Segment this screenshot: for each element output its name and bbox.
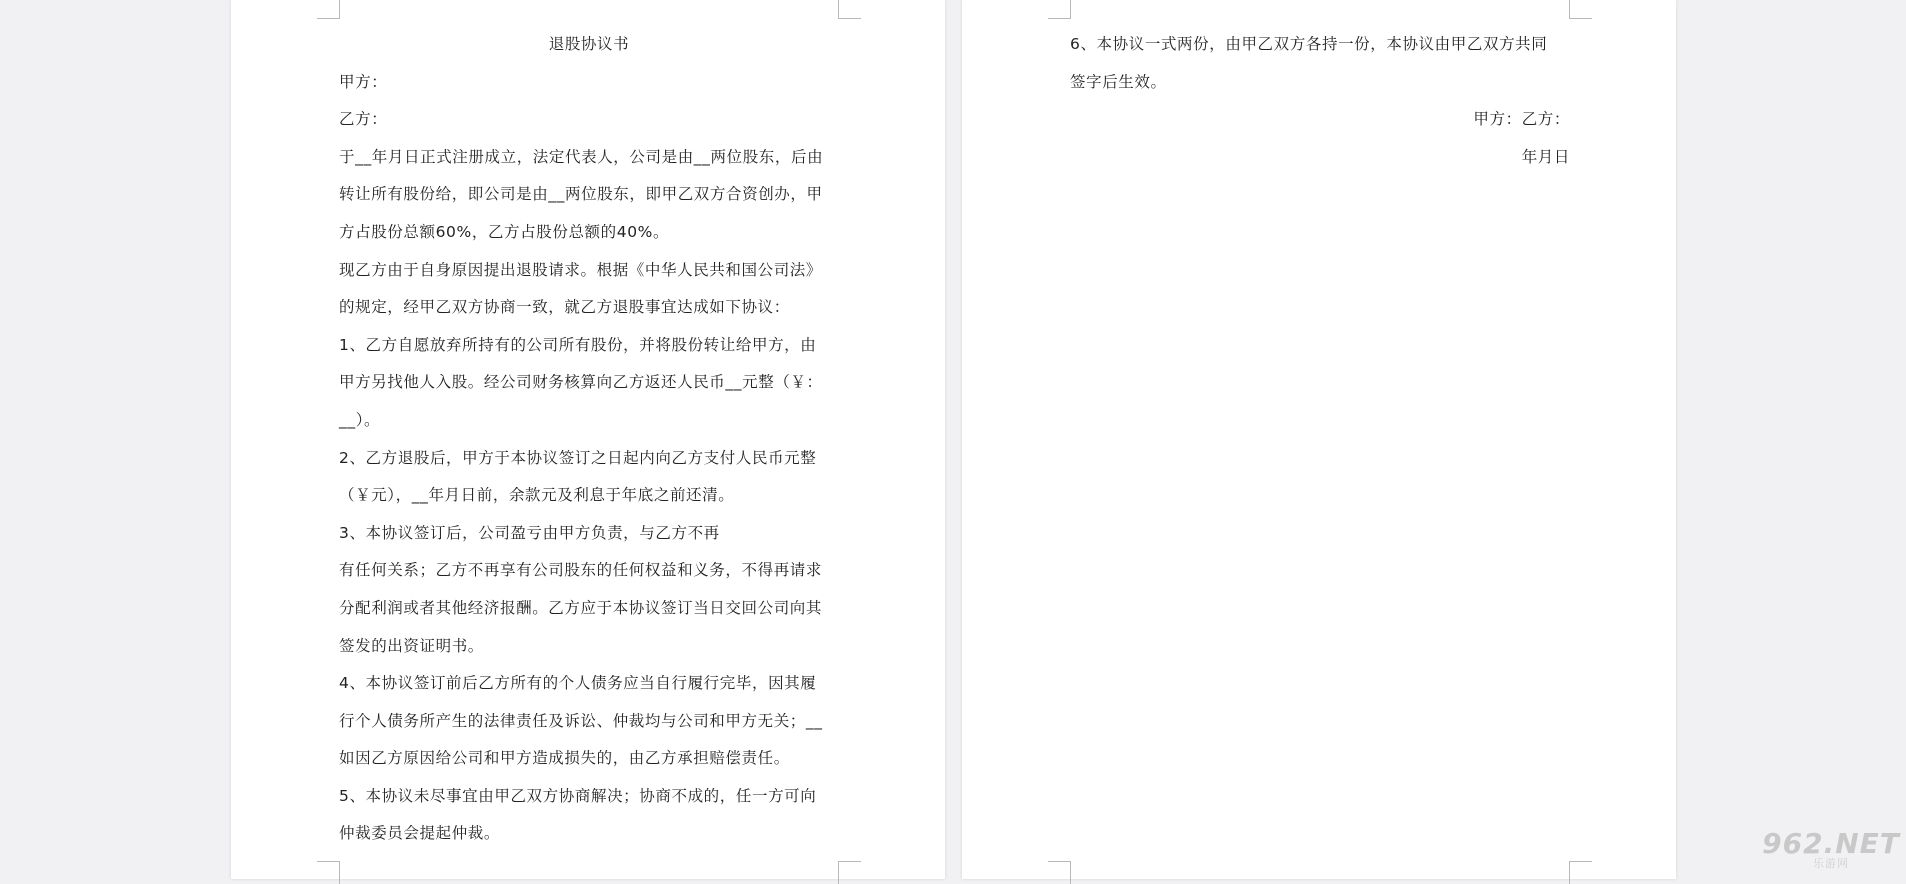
document-title: 退股协议书 (548, 35, 630, 53)
crop-mark-bottom-left (1048, 861, 1071, 884)
crop-mark-top-right (1569, 0, 1592, 19)
paragraph-line: __）。 (339, 410, 381, 429)
document-page-left (231, 0, 945, 879)
paragraph-line: 签字后生效。 (1070, 72, 1167, 91)
paragraph-line: 2、乙方退股后，甲方于本协议签订之日起内向乙方支付人民币元整 (339, 448, 817, 467)
crop-mark-top-left (1048, 0, 1071, 19)
paragraph-line: 1、乙方自愿放弃所持有的公司所有股份，并将股份转让给甲方，由 (339, 335, 817, 354)
signature-line: 甲方：乙方： (1473, 110, 1570, 129)
crop-mark-bottom-right (1569, 861, 1592, 884)
right-page-text (1070, 26, 1570, 176)
paragraph-line: （￥元），__年月日前，余款元及利息于年底之前还清。 (339, 486, 735, 505)
paragraph-line: 转让所有股份给，即公司是由__两位股东，即甲乙双方合资创办，甲 (339, 185, 823, 204)
crop-mark-bottom-right (838, 861, 861, 884)
watermark-subtitle: 乐游网 (1813, 857, 1849, 870)
paragraph-line: 的规定，经甲乙双方协商一致，就乙方退股事宜达成如下协议： (339, 298, 790, 317)
paragraph-line: 甲方： (339, 72, 388, 91)
crop-mark-top-left (317, 0, 340, 19)
paragraph-line: 6、本协议一式两份，由甲乙双方各持一份，本协议由甲乙双方共同 (1070, 35, 1548, 53)
paragraph-line: 3、本协议签订后，公司盈亏由甲方负责，与乙方不再 (339, 523, 720, 542)
crop-mark-bottom-left (317, 861, 340, 884)
paragraph-line: 如因乙方原因给公司和甲方造成损失的，由乙方承担赔偿责任。 (339, 749, 790, 768)
paragraph-line: 分配利润或者其他经济报酬。乙方应于本协议签订当日交回公司向其 (339, 598, 823, 617)
paragraph-line: 签发的出资证明书。 (339, 636, 484, 655)
watermark-logo: 962.NET (1762, 827, 1900, 860)
crop-mark-top-right (838, 0, 861, 19)
paragraph-line: 行个人债务所产生的法律责任及诉讼、仲裁均与公司和甲方无关；__ (339, 711, 823, 730)
left-page-text (339, 26, 839, 853)
paragraph-line: 甲方另找他人入股。经公司财务核算向乙方返还人民币__元整（￥： (339, 373, 823, 392)
paragraph-line: 于__年月日正式注册成立，法定代表人，公司是由__两位股东，后由 (339, 147, 824, 166)
paragraph-line: 现乙方由于自身原因提出退股请求。根据《中华人民共和国公司法》 (339, 260, 823, 279)
paragraph-line: 方占股份总额60%，乙方占股份总额的40%。 (339, 222, 670, 241)
document-page-right (962, 0, 1676, 879)
paragraph-line: 有任何关系；乙方不再享有公司股东的任何权益和义务，不得再请求 (339, 561, 823, 580)
date-line: 年月日 (1521, 147, 1570, 166)
site-watermark (1762, 827, 1900, 871)
paragraph-line: 4、本协议签订前后乙方所有的个人债务应当自行履行完毕，因其履 (339, 674, 817, 693)
paragraph-line: 5、本协议未尽事宜由甲乙双方协商解决；协商不成的，任一方可向 (339, 786, 817, 805)
paragraph-line: 乙方： (339, 110, 388, 129)
paragraph-line: 仲裁委员会提起仲裁。 (339, 824, 501, 843)
